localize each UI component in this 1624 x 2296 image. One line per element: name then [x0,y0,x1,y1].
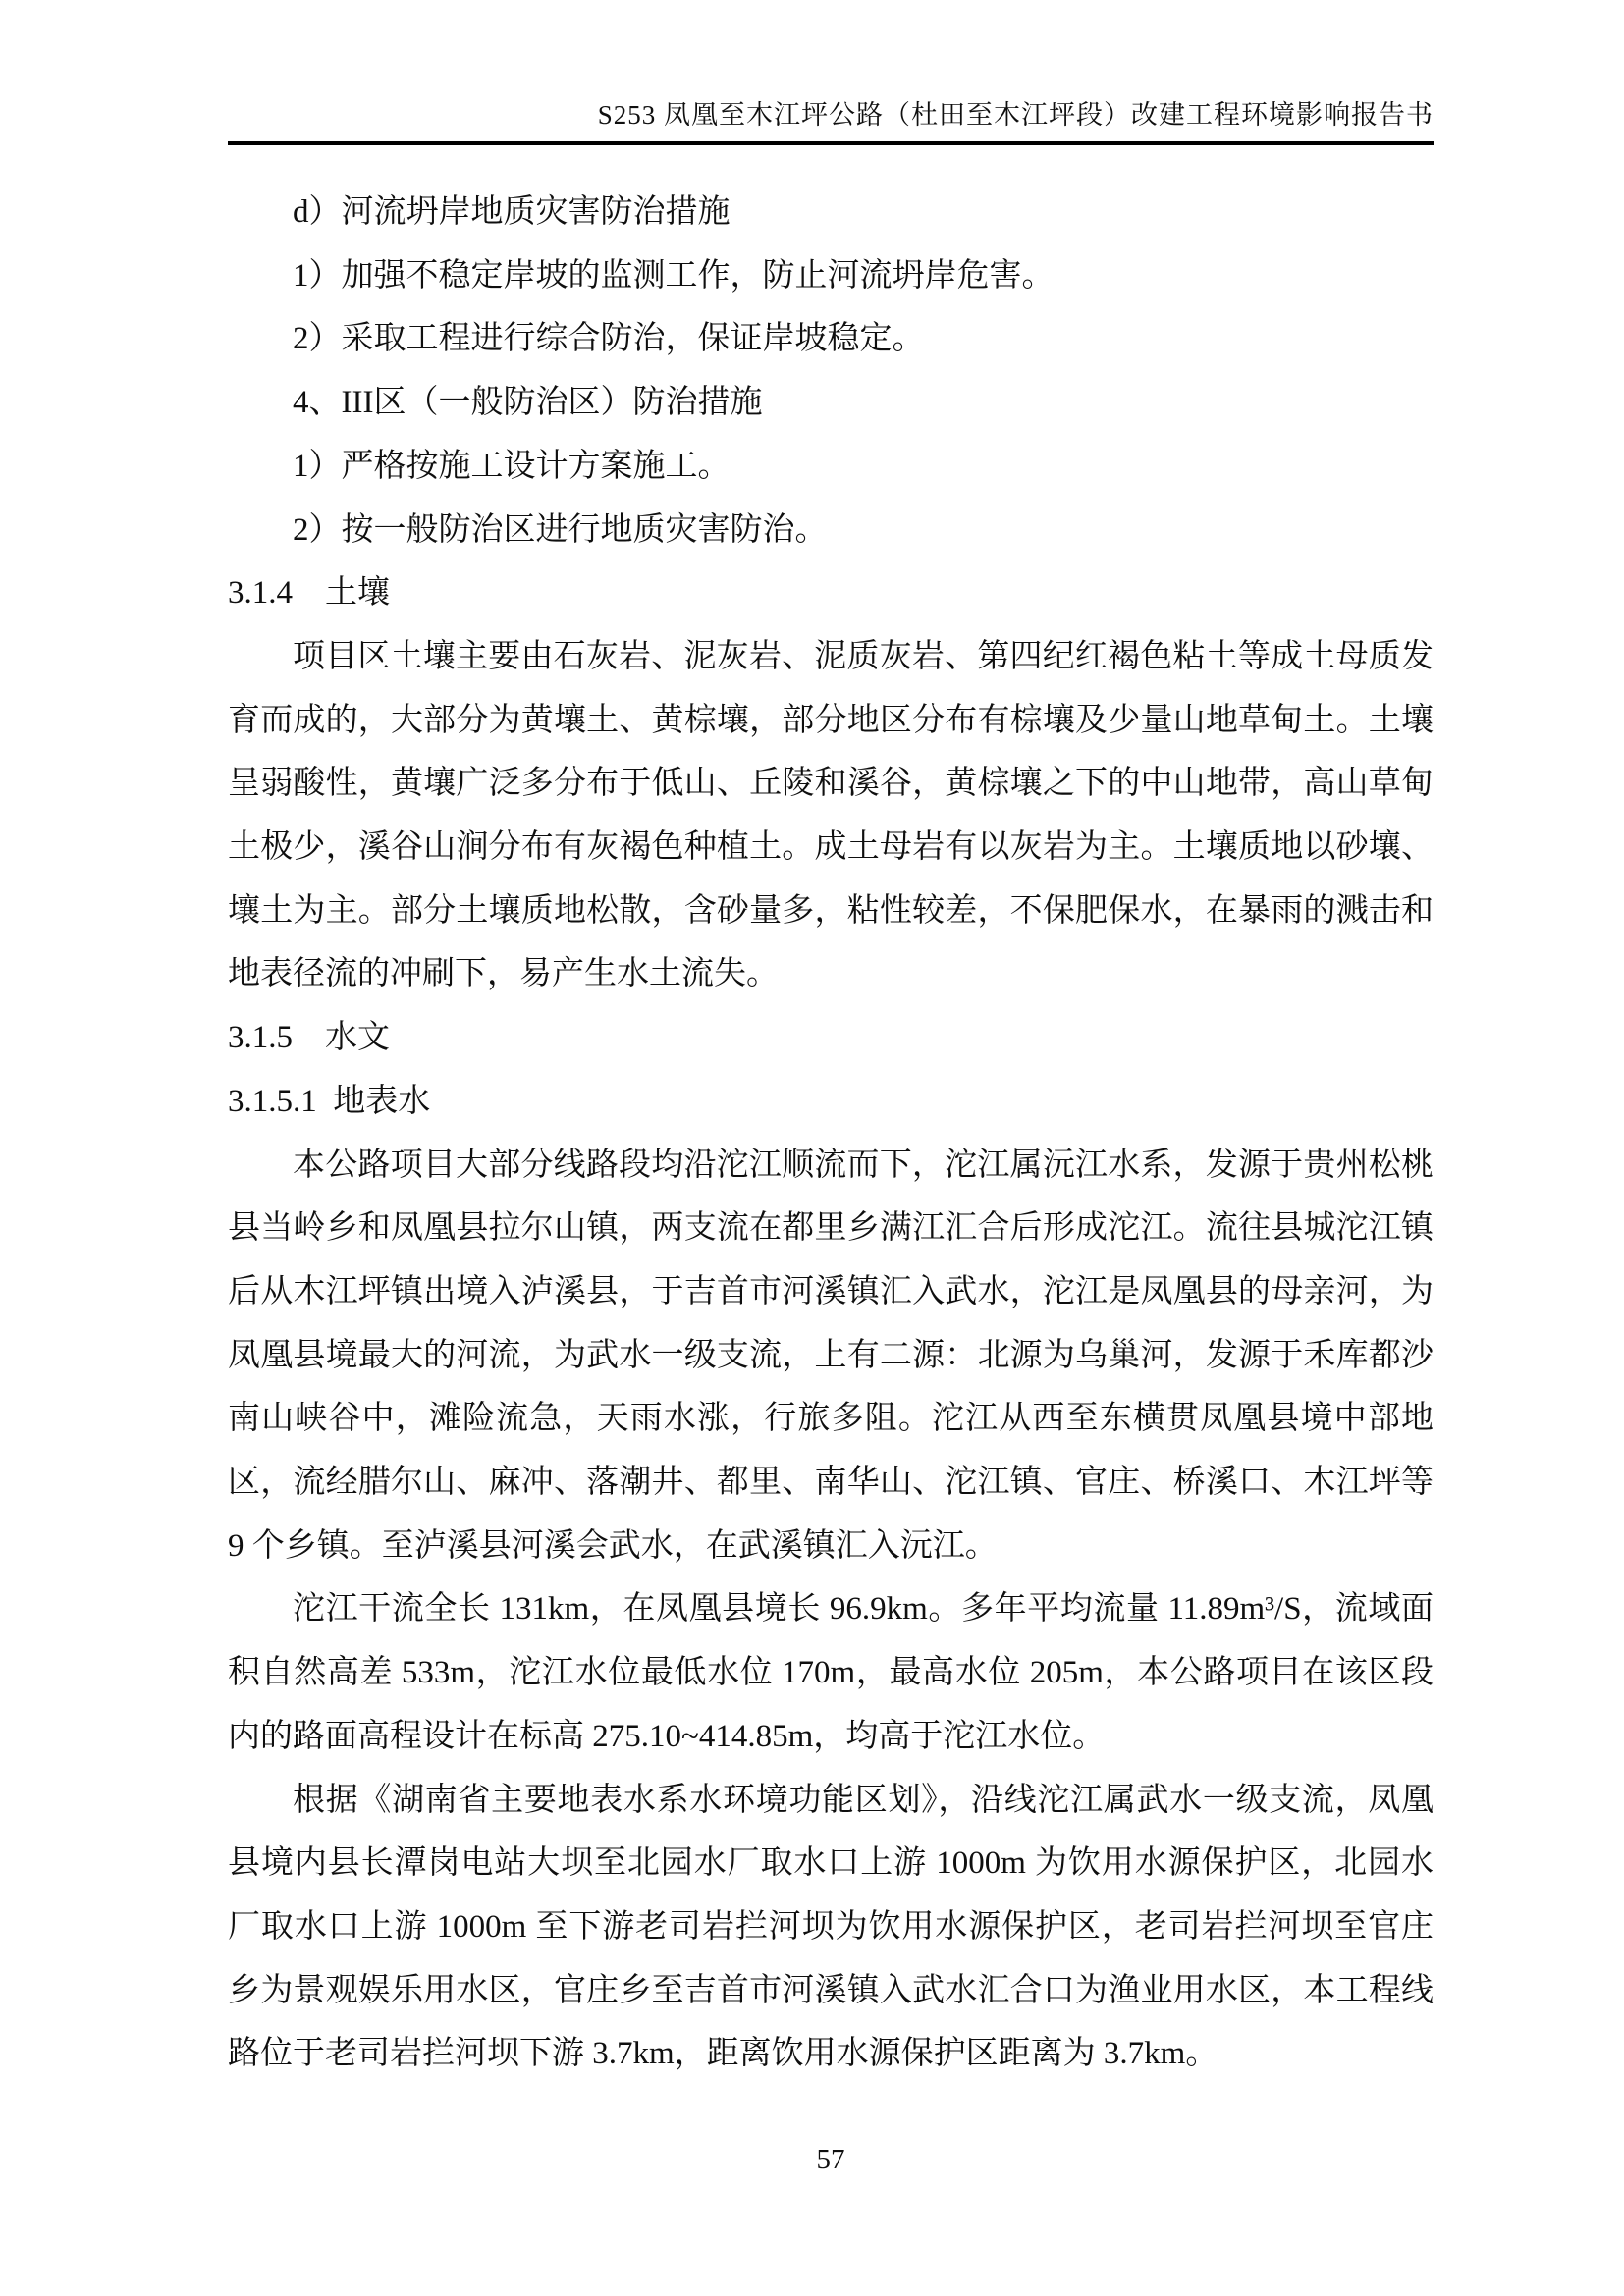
measure-item-d2: 2）采取工程进行综合防治，保证岸坡稳定。 [293,321,925,357]
page-header [228,94,1434,145]
surface-water-paragraph-2: 沱江干流全长 131km，在凤凰县境长 96.9km。多年平均流量 11.89m³/S，流域面积自然高差 533m，沱江水位最低水位 170m，最高水位 205m，本公路项目在该区段内的路面高程设计在标高 275.10~414.85m，均高于沱江水位。 [228,1591,1434,1754]
surface-water-paragraph-3: 根据《湖南省主要地表水系水环境功能区划》，沿线沱江属武水一级支流，凤凰县境内县长潭岗电站大坝至北园水厂取水口上游 1000m 为饮用水源保护区，北园水厂取水口上游 1000m 至下游老司岩拦河坝为饮用水源保护区，老司岩拦河坝至官庄乡为景观娱乐用水区，官庄乡至吉首市河溪镇入武水汇合口为渔业用水区，本工程线路位于老司岩拦河坝下游 3.7km，距离饮用水源保护区距离为 3.7km。 [228,1782,1434,2072]
measure-item-d1: 1）加强不稳定岸坡的监测工作，防止河流坍岸危害。 [293,257,1055,294]
document-body [228,181,1434,2086]
measure-item-42: 2）按一般防治区进行地质灾害防治。 [293,511,828,548]
soil-paragraph: 项目区土壤主要由石灰岩、泥灰岩、泥质灰岩、第四纪红褐色粘土等成土母质发育而成的，大部分为黄壤土、黄棕壤，部分地区分布有棕壤及少量山地草甸土。土壤呈弱酸性，黄壤广泛多分布于低山、丘陵和溪谷，黄棕壤之下的中山地带，高山草甸土极少，溪谷山涧分布有灰褐色种植土。成土母岩有以灰岩为主。土壤质地以砂壤、壤土为主。部分土壤质地松散，含砂量多，粘性较差，不保肥保水，在暴雨的溅击和地表径流的冲刷下，易产生水土流失。 [228,638,1434,992]
surface-water-paragraph-1: 本公路项目大部分线路段均沿沱江顺流而下，沱江属沅江水系，发源于贵州松桃县当岭乡和凤凰县拉尔山镇，两支流在都里乡满江汇合后形成沱江。流往县城沱江镇后从木江坪镇出境入泸溪县，于吉首市河溪镇汇入武水，沱江是凤凰县的母亲河，为凤凰县境最大的河流，为武水一级支流，上有二源：北源为乌巢河，发源于禾库都沙南山峡谷中，滩险流急，天雨水涨，行旅多阻。沱江从西至东横贯凤凰县境中部地区，流经腊尔山、麻冲、落潮井、都里、南华山、沱江镇、官庄、桥溪口、木江坪等 9 个乡镇。至泸溪县河溪会武水，在武溪镇汇入沅江。 [228,1147,1434,1564]
measure-item-d: d）河流坍岸地质灾害防治措施 [293,194,731,230]
header-title: S253 凤凰至木江坪公路（杜田至木江坪段）改建工程环境影响报告书 [597,100,1434,130]
section-heading-hydrology: 3.1.5 水文 [228,1020,390,1056]
measure-item-4: 4、III区（一般防治区）防治措施 [293,385,763,421]
page-number: 57 [816,2144,845,2175]
section-heading-surface-water: 3.1.5.1 地表水 [228,1083,431,1119]
measure-item-41: 1）严格按施工设计方案施工。 [293,448,731,484]
section-heading-soil: 3.1.4 土壤 [228,575,390,612]
